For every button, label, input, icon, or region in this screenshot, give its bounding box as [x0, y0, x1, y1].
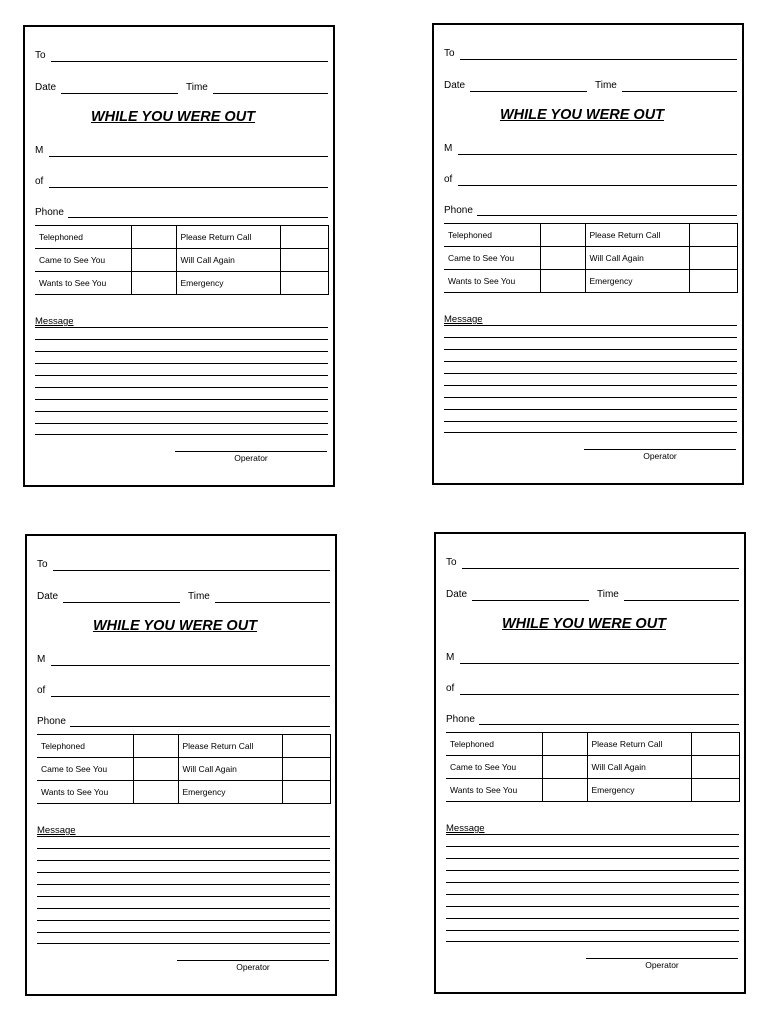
table-row: [444, 270, 737, 293]
message-line[interactable]: [35, 411, 328, 412]
phone-field[interactable]: [479, 724, 739, 725]
table-row: [446, 779, 739, 802]
wants-to-see-you-label: Wants to See You: [35, 272, 131, 295]
message-line[interactable]: [35, 327, 328, 328]
of-field[interactable]: [49, 187, 328, 188]
to-field[interactable]: [51, 61, 328, 62]
of-field[interactable]: [460, 694, 739, 695]
will-call-again-label: Will Call Again: [587, 756, 691, 779]
of-label: of: [446, 683, 455, 694]
telephoned-label: Telephoned: [37, 735, 133, 758]
operator-field[interactable]: [586, 958, 738, 959]
date-field[interactable]: [472, 600, 589, 601]
phone-field[interactable]: [68, 217, 328, 218]
came-to-see-you-label: Came to See You: [444, 247, 540, 270]
date-label: Date: [446, 589, 468, 600]
telephoned-checkbox[interactable]: [542, 733, 587, 756]
memo-title: WHILE YOU WERE OUT: [90, 109, 256, 125]
phone-field[interactable]: [477, 215, 737, 216]
message-line[interactable]: [35, 387, 328, 388]
wants-to-see-you-checkbox[interactable]: [133, 781, 178, 804]
message-label: Message: [444, 314, 483, 325]
message-line[interactable]: [35, 399, 328, 400]
message-line[interactable]: [444, 385, 737, 386]
telephoned-checkbox[interactable]: [540, 224, 585, 247]
m-field[interactable]: [49, 156, 328, 157]
message-line[interactable]: [444, 397, 737, 398]
wants-to-see-you-checkbox[interactable]: [131, 272, 176, 295]
will-call-again-checkbox[interactable]: [689, 247, 737, 270]
call-status-table: [37, 734, 331, 804]
please-return-call-checkbox[interactable]: [689, 224, 737, 247]
message-line[interactable]: [35, 339, 328, 340]
date-label: Date: [35, 82, 57, 93]
to-label: To: [444, 48, 455, 59]
message-label: Message: [37, 825, 76, 836]
emergency-label: Emergency: [587, 779, 691, 802]
message-line[interactable]: [37, 896, 330, 897]
wants-to-see-you-label: Wants to See You: [37, 781, 133, 804]
time-field[interactable]: [624, 600, 739, 601]
m-field[interactable]: [51, 665, 330, 666]
m-field[interactable]: [460, 663, 739, 664]
time-label: Time: [188, 591, 210, 602]
of-field[interactable]: [51, 696, 330, 697]
please-return-call-label: Please Return Call: [178, 735, 282, 758]
message-line[interactable]: [446, 846, 739, 847]
call-status-table: [446, 732, 740, 802]
operator-field[interactable]: [177, 960, 329, 961]
message-line[interactable]: [444, 325, 737, 326]
operator-label: Operator: [234, 453, 268, 463]
phone-field[interactable]: [70, 726, 330, 727]
will-call-again-label: Will Call Again: [178, 758, 282, 781]
table-row: [446, 756, 739, 779]
telephoned-label: Telephoned: [444, 224, 540, 247]
to-field[interactable]: [460, 59, 737, 60]
message-line[interactable]: [35, 423, 328, 424]
m-field[interactable]: [458, 154, 737, 155]
came-to-see-you-label: Came to See You: [35, 249, 131, 272]
message-line[interactable]: [444, 409, 737, 410]
memo-slip: [434, 532, 746, 994]
message-line[interactable]: [446, 858, 739, 859]
date-field[interactable]: [470, 91, 587, 92]
memo-title: WHILE YOU WERE OUT: [501, 616, 667, 632]
came-to-see-you-label: Came to See You: [446, 756, 542, 779]
message-line[interactable]: [446, 834, 739, 835]
to-label: To: [37, 559, 48, 570]
message-line[interactable]: [37, 884, 330, 885]
please-return-call-label: Please Return Call: [176, 226, 280, 249]
telephoned-checkbox[interactable]: [133, 735, 178, 758]
date-label: Date: [444, 80, 466, 91]
please-return-call-label: Please Return Call: [585, 224, 689, 247]
time-label: Time: [186, 82, 208, 93]
message-line[interactable]: [35, 351, 328, 352]
table-row: [37, 758, 330, 781]
will-call-again-checkbox[interactable]: [282, 758, 330, 781]
please-return-call-checkbox[interactable]: [282, 735, 330, 758]
message-line[interactable]: [37, 836, 330, 837]
message-line[interactable]: [35, 434, 328, 435]
phone-label: Phone: [37, 716, 66, 727]
please-return-call-checkbox[interactable]: [280, 226, 328, 249]
to-field[interactable]: [53, 570, 330, 571]
table-row: [37, 781, 330, 804]
message-line[interactable]: [444, 337, 737, 338]
message-line[interactable]: [444, 361, 737, 362]
table-row: [35, 272, 328, 295]
table-row: [444, 247, 737, 270]
message-line[interactable]: [37, 848, 330, 849]
m-label: M: [446, 652, 455, 663]
operator-label: Operator: [236, 962, 270, 972]
will-call-again-checkbox[interactable]: [280, 249, 328, 272]
message-line[interactable]: [446, 941, 739, 942]
time-label: Time: [595, 80, 617, 91]
message-line[interactable]: [37, 908, 330, 909]
m-label: M: [444, 143, 453, 154]
emergency-checkbox[interactable]: [691, 779, 739, 802]
emergency-checkbox[interactable]: [280, 272, 328, 295]
memo-slip: [23, 25, 335, 487]
telephoned-label: Telephoned: [35, 226, 131, 249]
message-line[interactable]: [446, 930, 739, 931]
message-line[interactable]: [446, 894, 739, 895]
operator-label: Operator: [643, 451, 677, 461]
m-label: M: [37, 654, 46, 665]
phone-label: Phone: [444, 205, 473, 216]
telephoned-label: Telephoned: [446, 733, 542, 756]
table-row: [35, 249, 328, 272]
memo-slip: [25, 534, 337, 996]
operator-label: Operator: [645, 960, 679, 970]
wants-to-see-you-checkbox[interactable]: [540, 270, 585, 293]
emergency-label: Emergency: [585, 270, 689, 293]
please-return-call-checkbox[interactable]: [691, 733, 739, 756]
time-field[interactable]: [215, 602, 330, 603]
came-to-see-you-checkbox[interactable]: [542, 756, 587, 779]
of-field[interactable]: [458, 185, 737, 186]
time-field[interactable]: [622, 91, 737, 92]
time-field[interactable]: [213, 93, 328, 94]
date-field[interactable]: [61, 93, 178, 94]
telephoned-checkbox[interactable]: [131, 226, 176, 249]
emergency-checkbox[interactable]: [282, 781, 330, 804]
emergency-checkbox[interactable]: [689, 270, 737, 293]
will-call-again-checkbox[interactable]: [691, 756, 739, 779]
to-label: To: [35, 50, 46, 61]
message-line[interactable]: [35, 375, 328, 376]
table-row: [37, 735, 330, 758]
message-label: Message: [446, 823, 485, 834]
to-field[interactable]: [462, 568, 739, 569]
came-to-see-you-checkbox[interactable]: [540, 247, 585, 270]
will-call-again-label: Will Call Again: [585, 247, 689, 270]
message-line[interactable]: [444, 432, 737, 433]
emergency-label: Emergency: [176, 272, 280, 295]
came-to-see-you-checkbox[interactable]: [133, 758, 178, 781]
phone-label: Phone: [446, 714, 475, 725]
came-to-see-you-label: Came to See You: [37, 758, 133, 781]
message-line[interactable]: [446, 918, 739, 919]
phone-label: Phone: [35, 207, 64, 218]
will-call-again-label: Will Call Again: [176, 249, 280, 272]
message-line[interactable]: [37, 920, 330, 921]
of-label: of: [444, 174, 453, 185]
message-line[interactable]: [444, 373, 737, 374]
operator-field[interactable]: [584, 449, 736, 450]
came-to-see-you-checkbox[interactable]: [131, 249, 176, 272]
of-label: of: [37, 685, 46, 696]
message-line[interactable]: [446, 882, 739, 883]
message-line[interactable]: [444, 349, 737, 350]
please-return-call-label: Please Return Call: [587, 733, 691, 756]
m-label: M: [35, 145, 44, 156]
to-label: To: [446, 557, 457, 568]
date-field[interactable]: [63, 602, 180, 603]
table-row: [35, 226, 328, 249]
wants-to-see-you-label: Wants to See You: [446, 779, 542, 802]
call-status-table: [35, 225, 329, 295]
date-label: Date: [37, 591, 59, 602]
wants-to-see-you-label: Wants to See You: [444, 270, 540, 293]
memo-slip: [432, 23, 744, 485]
wants-to-see-you-checkbox[interactable]: [542, 779, 587, 802]
message-line[interactable]: [37, 932, 330, 933]
message-line[interactable]: [444, 421, 737, 422]
time-label: Time: [597, 589, 619, 600]
memo-title: WHILE YOU WERE OUT: [92, 618, 258, 634]
table-row: [446, 733, 739, 756]
message-label: Message: [35, 316, 74, 327]
memo-title: WHILE YOU WERE OUT: [499, 107, 665, 123]
of-label: of: [35, 176, 44, 187]
message-line[interactable]: [37, 943, 330, 944]
message-line[interactable]: [446, 870, 739, 871]
operator-field[interactable]: [175, 451, 327, 452]
message-line[interactable]: [37, 872, 330, 873]
message-line[interactable]: [35, 363, 328, 364]
message-line[interactable]: [446, 906, 739, 907]
message-line[interactable]: [37, 860, 330, 861]
emergency-label: Emergency: [178, 781, 282, 804]
table-row: [444, 224, 737, 247]
call-status-table: [444, 223, 738, 293]
